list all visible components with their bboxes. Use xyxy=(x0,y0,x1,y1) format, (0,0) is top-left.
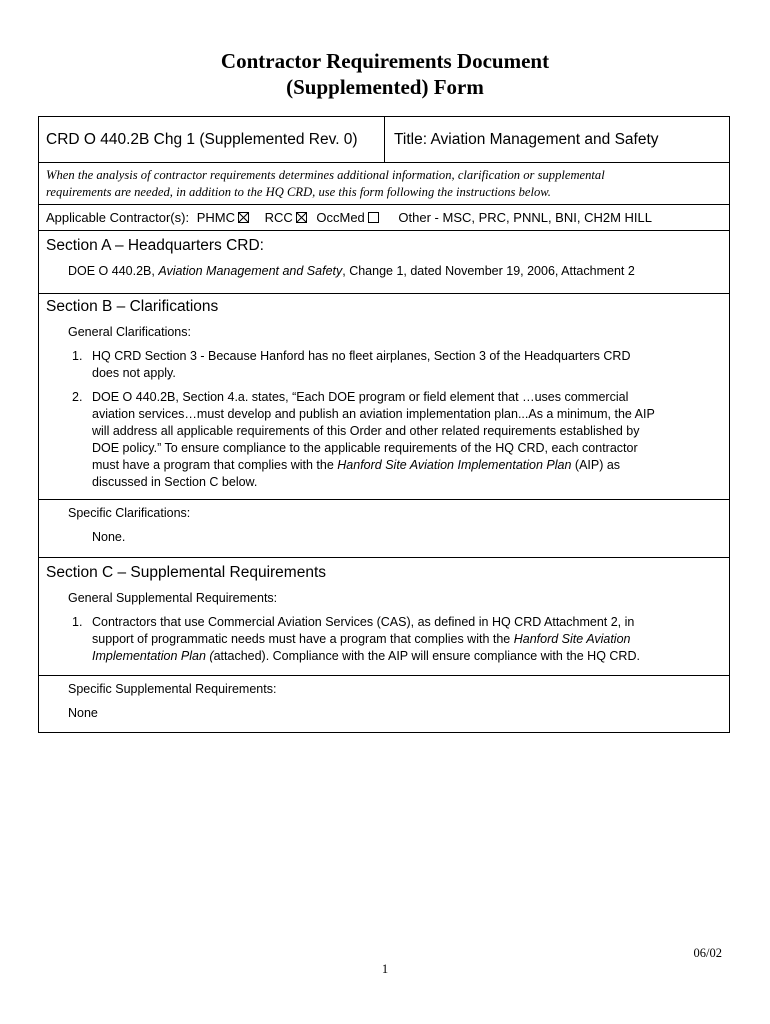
document-title-line2: (Supplemented) Form xyxy=(286,75,484,99)
clarification-item-2-line5 xyxy=(92,457,722,474)
section-a-reference xyxy=(68,264,635,278)
plan-title: Hanford Site Aviation Implementation Plan xyxy=(337,458,572,472)
divider xyxy=(39,162,729,163)
revision-date: 06/02 xyxy=(693,946,722,960)
divider xyxy=(39,675,729,676)
text-run: attached). Compliance with the AIP will ensure compliance with the HQ CRD. xyxy=(213,649,640,663)
clarification-item-1 xyxy=(72,348,722,382)
divider xyxy=(39,293,729,294)
section-a-heading: Section A – Headquarters CRD: xyxy=(46,237,264,254)
document-title-line1: Contractor Requirements Document xyxy=(220,49,550,73)
contractor-option-rcc-checkbox[interactable] xyxy=(296,212,307,223)
clarification-item-2-line1: DOE O 440.2B, Section 4.a. states, “Each DOE program or field element that …uses commercial xyxy=(92,390,629,404)
crd-identifier: CRD O 440.2B Chg 1 (Supplemented Rev. 0) xyxy=(46,131,358,148)
applicable-contractors-label: Applicable Contractor(s): xyxy=(46,210,190,225)
instructions xyxy=(46,167,605,201)
check-x-icon xyxy=(297,213,306,222)
specific-clarifications-value: None. xyxy=(92,530,126,544)
instructions-line2: requirements are needed, in addition to the HQ CRD, use this form following the instructions below. xyxy=(46,185,551,199)
specific-supplemental-value: None xyxy=(68,706,98,720)
divider xyxy=(39,230,729,231)
contractor-option-occmed-label: OccMed xyxy=(316,210,365,225)
section-a-ref-suffix: , Change 1, dated November 19, 2006, Attachment 2 xyxy=(342,264,635,278)
applicable-contractors-row xyxy=(46,210,652,225)
section-b-heading: Section B – Clarifications xyxy=(46,298,219,315)
contractor-option-phmc-label: PHMC xyxy=(196,210,235,225)
plan-title: Hanford Site Aviation xyxy=(513,632,631,646)
supplemental-item-1-line2 xyxy=(92,631,722,648)
crd-title: Title: Aviation Management and Safety xyxy=(394,131,659,148)
section-c-heading: Section C – Supplemental Requirements xyxy=(46,564,327,581)
clarification-item-2-line4: DOE policy.” To ensure compliance to the applicable requirements of the HQ CRD, each contractor xyxy=(92,441,638,455)
clarification-item-1-line2: does not apply. xyxy=(92,366,176,380)
clarification-item-2 xyxy=(72,389,722,491)
plan-title: Implementation Plan ( xyxy=(92,649,214,663)
supplemental-item-1 xyxy=(72,614,722,665)
general-clarifications-label: General Clarifications: xyxy=(68,325,191,339)
text-run: must have a program that complies with the xyxy=(92,458,338,472)
list-number: 1. xyxy=(72,349,83,363)
clarification-item-2-line3: will address all applicable requirements of this Order and other related requirements established by xyxy=(92,424,640,438)
contractor-option-phmc-checkbox[interactable] xyxy=(238,212,249,223)
header-divider xyxy=(384,117,385,162)
specific-clarifications-label: Specific Clarifications: xyxy=(68,506,191,520)
supplemental-item-1-line3 xyxy=(92,648,722,665)
text-run: support of programmatic needs must have a program that complies with the xyxy=(92,632,514,646)
clarification-item-2-line6: discussed in Section C below. xyxy=(92,475,258,489)
check-x-icon xyxy=(239,213,248,222)
list-number: 1. xyxy=(72,615,83,629)
section-a-ref-title: Aviation Management and Safety xyxy=(158,264,343,278)
text-run: (AIP) as xyxy=(571,458,621,472)
clarification-item-1-line1: HQ CRD Section 3 - Because Hanford has no fleet airplanes, Section 3 of the Headquarters CRD xyxy=(92,349,631,363)
supplemental-item-1-line1: Contractors that use Commercial Aviation Services (CAS), as defined in HQ CRD Attachment 2, in xyxy=(92,615,635,629)
document-title xyxy=(0,48,770,100)
page-number: 1 xyxy=(381,962,389,976)
specific-supplemental-label: Specific Supplemental Requirements: xyxy=(68,682,277,696)
contractor-other-label: Other - MSC, PRC, PNNL, BNI, CH2M HILL xyxy=(398,210,652,225)
contractor-option-rcc-label: RCC xyxy=(264,210,293,225)
divider xyxy=(39,499,729,500)
section-a-ref-prefix: DOE O 440.2B, xyxy=(68,264,159,278)
general-supplemental-label: General Supplemental Requirements: xyxy=(68,591,278,605)
clarification-item-2-line2: aviation services…must develop and publish an aviation implementation plan...As a minimum, the AIP xyxy=(92,407,655,421)
contractor-option-occmed-checkbox[interactable] xyxy=(368,212,379,223)
crd-form xyxy=(38,116,730,733)
divider xyxy=(39,557,729,558)
instructions-line1: When the analysis of contractor requirements determines additional information, clarification or supplemental xyxy=(46,168,605,182)
divider xyxy=(39,204,729,205)
list-number: 2. xyxy=(72,390,83,404)
